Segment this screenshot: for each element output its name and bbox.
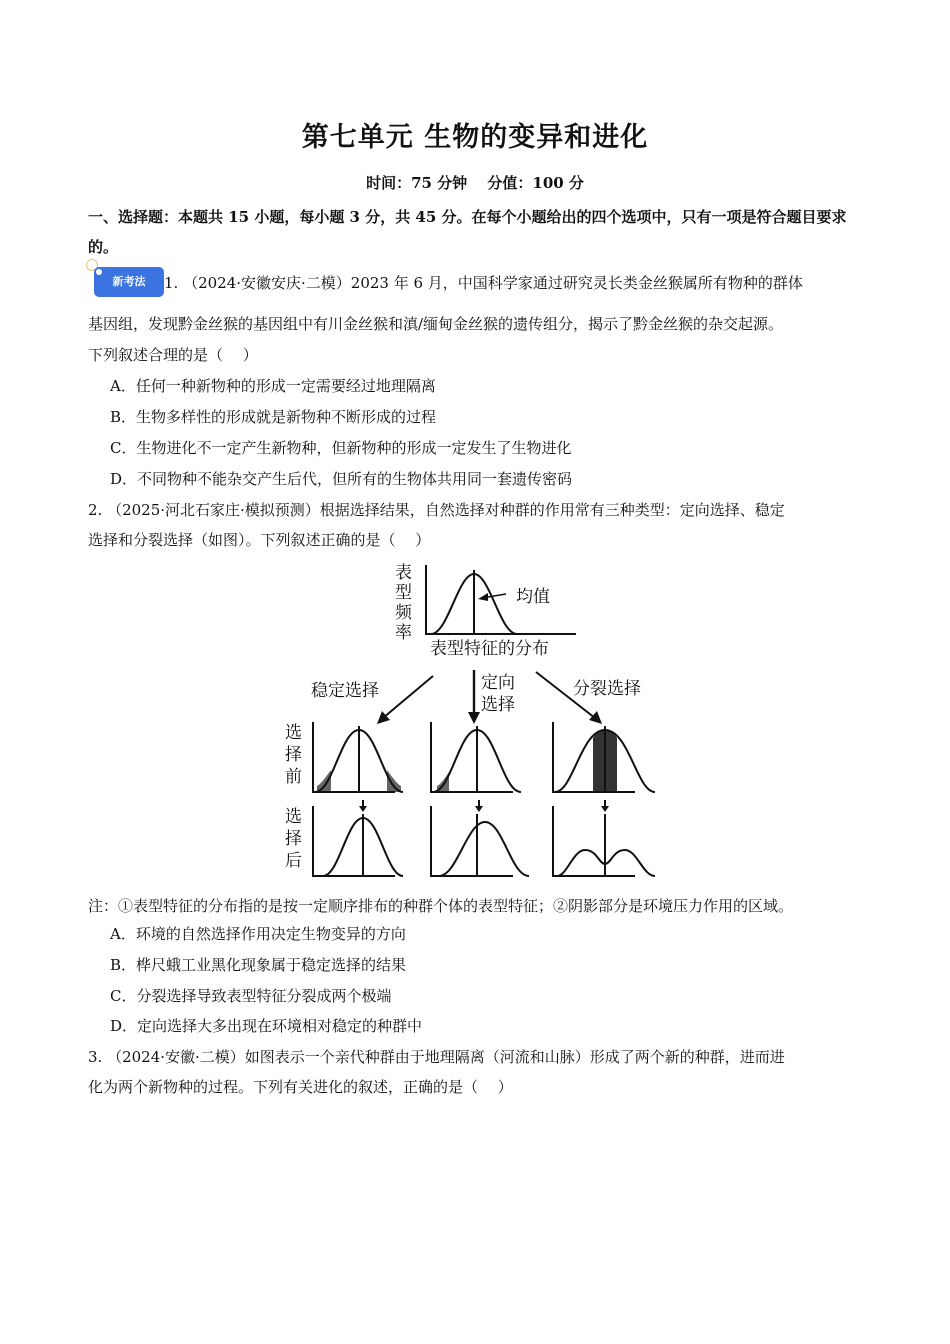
y-axis-char: 率 — [395, 623, 412, 643]
q3-line-2: 化为两个新物种的过程。下列有关进化的叙述，正确的是（ ） — [88, 1078, 513, 1096]
arrow-disruptive-head — [589, 711, 602, 724]
page-title: 第七单元 生物的变异和进化 — [301, 122, 649, 153]
before-char: 择 — [285, 745, 302, 765]
before-stable-panel — [313, 722, 403, 792]
q2-line-2: 选择和分裂选择（如图）。下列叙述正确的是（ ） — [88, 531, 431, 549]
new-method-badge: 新考法 — [94, 267, 164, 297]
arrow-stable — [383, 676, 433, 718]
top-axes — [426, 565, 576, 634]
mean-pointer-head — [478, 593, 488, 601]
directional-selection-label-1: 定向 — [481, 673, 515, 693]
mean-label: 均值 — [516, 587, 550, 607]
q2-option-b: B．桦尺蛾工业黑化现象属于稳定选择的结果 — [110, 956, 407, 974]
arrow-directional-head — [468, 712, 480, 724]
badge-dot-decoration — [96, 269, 102, 275]
q1-option-a: A．任何一种新物种的形成一定需要经过地理隔离 — [110, 377, 436, 395]
after-disruptive-panel — [553, 806, 655, 876]
down-arrows — [359, 800, 609, 812]
stable-selection-label: 稳定选择 — [311, 681, 379, 701]
after-directional-panel — [431, 806, 529, 876]
q1-line-3: 下列叙述合理的是（ ） — [88, 346, 258, 364]
q1-option-b: B．生物多样性的形成就是新物种不断形成的过程 — [110, 408, 437, 426]
after-stable-panel — [313, 806, 403, 876]
y-axis-char: 频 — [395, 603, 412, 623]
section-heading: 一、选择题：本题共 15 小题，每小题 3 分，共 45 分。在每个小题给出的四个选项中，只有一项是符合题目要求的。 — [88, 208, 847, 256]
q2-option-c: C．分裂选择导致表型特征分裂成两个极端 — [110, 987, 392, 1005]
after-char: 后 — [285, 851, 302, 871]
before-char: 选 — [285, 723, 302, 743]
q2-figure-note: 注：①表型特征的分布指的是按一定顺序排布的种群个体的表型特征；②阴影部分是环境压力作用的区域。 — [88, 897, 794, 915]
q1-option-d: D．不同物种不能杂交产生后代，但所有的生物体共用同一套遗传密码 — [110, 470, 573, 488]
directional-selection-label-2: 选择 — [481, 695, 515, 715]
after-char: 择 — [285, 829, 302, 849]
q1-option-c: C．生物进化不一定产生新物种，但新物种的形成一定发生了生物进化 — [110, 439, 572, 457]
y-axis-char: 表 — [395, 563, 412, 583]
q2-line-1: 2. （2025·河北石家庄·模拟预测）根据选择结果，自然选择对种群的作用常有三种类型：定向选择、稳定 — [88, 501, 785, 519]
q2-option-a: A．环境的自然选择作用决定生物变异的方向 — [110, 925, 406, 943]
y-axis-char: 型 — [395, 583, 412, 603]
selection-types-figure — [283, 560, 673, 882]
q2-option-d: D．定向选择大多出现在环境相对稳定的种群中 — [110, 1017, 423, 1035]
before-disruptive-panel — [553, 722, 655, 792]
disruptive-selection-label: 分裂选择 — [573, 679, 641, 699]
exam-meta: 时间：75 分钟 分值：100 分 — [366, 174, 584, 192]
before-directional-panel — [431, 722, 521, 792]
x-axis-label: 表型特征的分布 — [430, 639, 549, 659]
q1-line-1: 1. （2024·安徽安庆·二模）2023 年 6 月，中国科学家通过研究灵长类金丝猴属所有物种的群体 — [164, 274, 803, 292]
after-char: 选 — [285, 807, 302, 827]
before-char: 前 — [285, 767, 302, 787]
q3-line-1: 3. （2024·安徽·二模）如图表示一个亲代种群由于地理隔离（河流和山脉）形成了两个新的种群，进而进 — [88, 1048, 785, 1066]
q1-line-2: 基因组，发现黔金丝猴的基因组中有川金丝猴和滇/缅甸金丝猴的遗传组分，揭示了黔金丝猴的杂交起源。 — [88, 315, 784, 333]
